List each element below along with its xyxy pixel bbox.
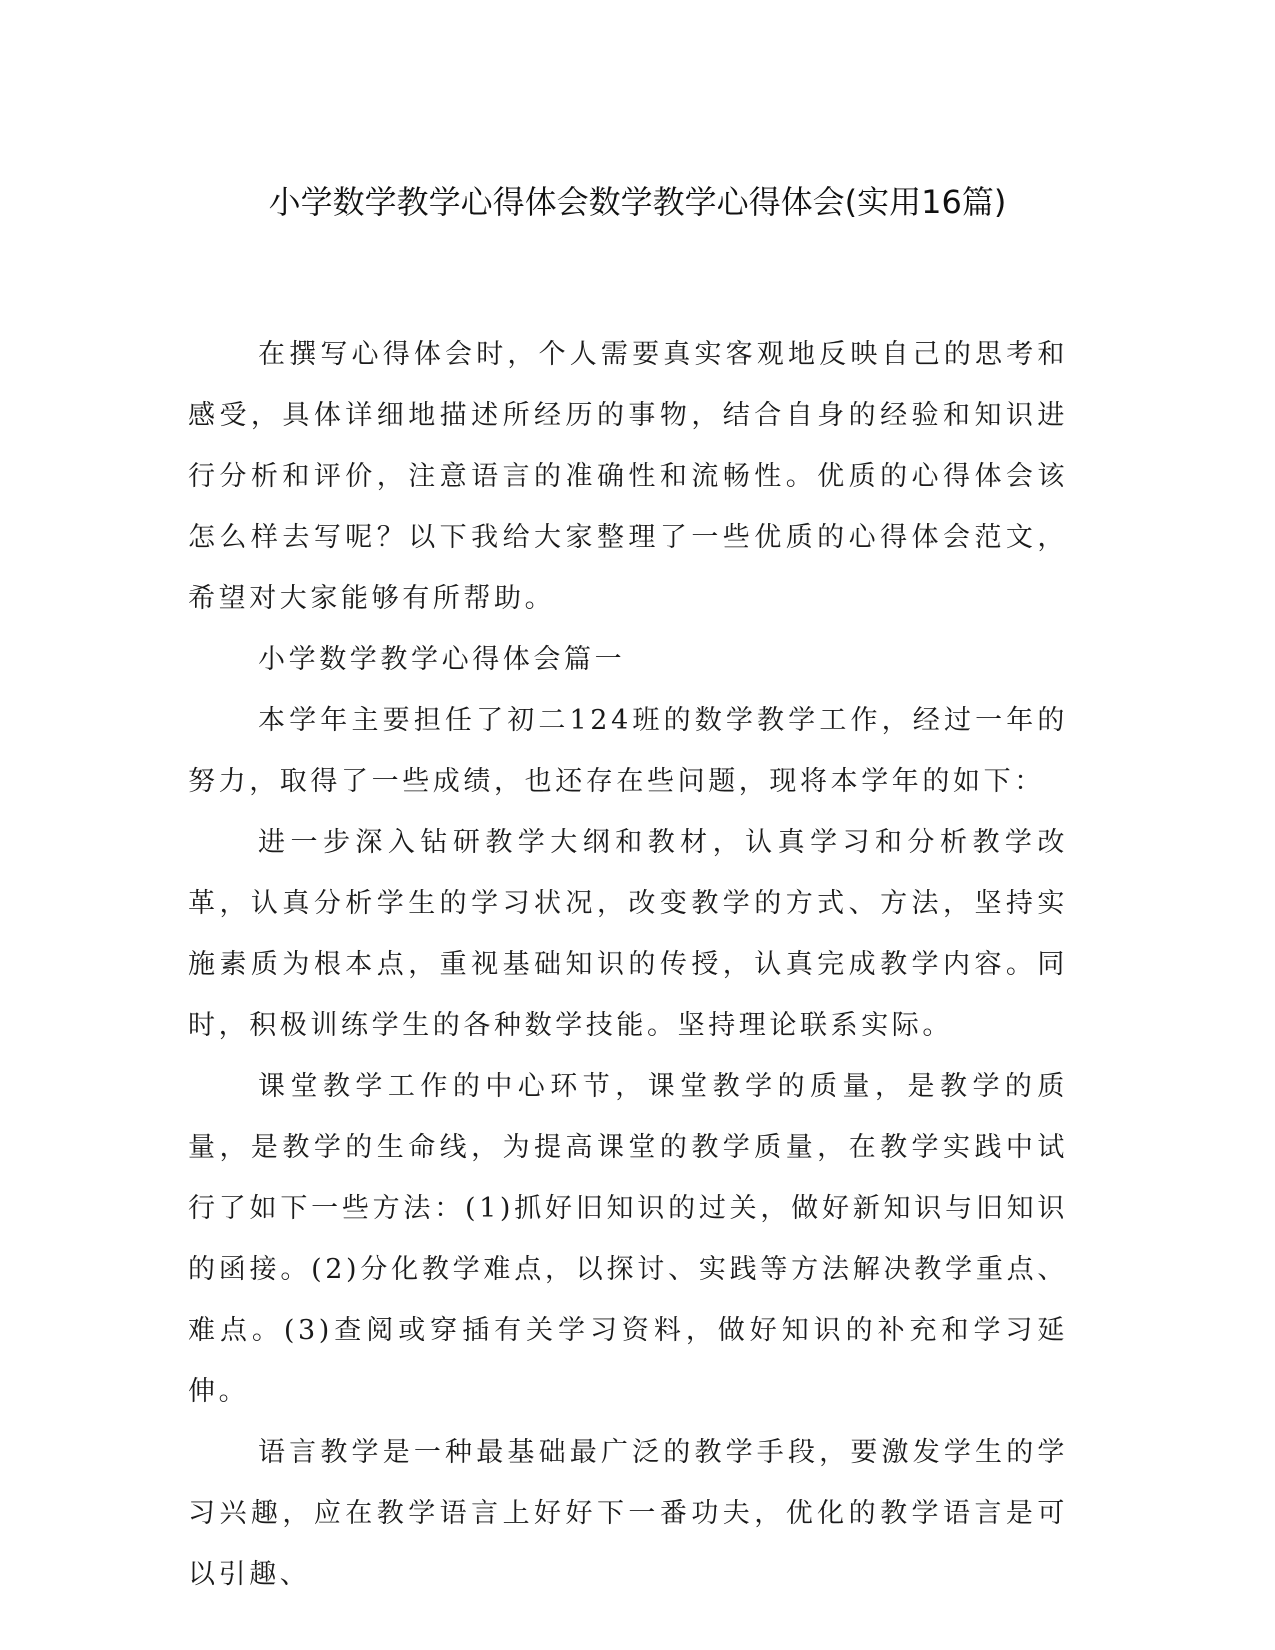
document-title: 小学数学教学心得体会数学教学心得体会(实用16篇): [268, 183, 1007, 221]
body-paragraph: 课堂教学工作的中心环节，课堂教学的质量，是教学的质量，是教学的生命线，为提高课堂的教学质量，在教学实践中试行了如下一些方法：(1)抓好旧知识的过关，做好新知识与旧知识的函接。(2)分化教学难点，以探讨、实践等方法解决教学重点、难点。(3)查阅或穿插有关学习资料，做好知识的补充和学习延伸。: [188, 1071, 1068, 1407]
section-heading: 小学数学教学心得体会篇一: [258, 644, 626, 675]
body-paragraph: 进一步深入钻研教学大纲和教材，认真学习和分析教学改革，认真分析学生的学习状况，改变教学的方式、方法，坚持实施素质为根本点，重视基础知识的传授，认真完成教学内容。同时，积极训练学生的各种数学技能。坚持理论联系实际。: [188, 827, 1068, 1041]
document-body: [188, 324, 1068, 1605]
body-paragraph: 本学年主要担任了初二124班的数学教学工作，经过一年的努力，取得了一些成绩，也还存在些问题，现将本学年的如下：: [188, 705, 1068, 797]
body-paragraph: 语言教学是一种最基础最广泛的教学手段，要激发学生的学习兴趣，应在教学语言上好好下一番功夫，优化的教学语言是可以引趣、: [188, 1437, 1068, 1590]
intro-paragraph: 在撰写心得体会时，个人需要真实客观地反映自己的思考和感受，具体详细地描述所经历的事物，结合自身的经验和知识进行分析和评价，注意语言的准确性和流畅性。优质的心得体会该怎么样去写呢？以下我给大家整理了一些优质的心得体会范文，希望对大家能够有所帮助。: [188, 339, 1068, 614]
